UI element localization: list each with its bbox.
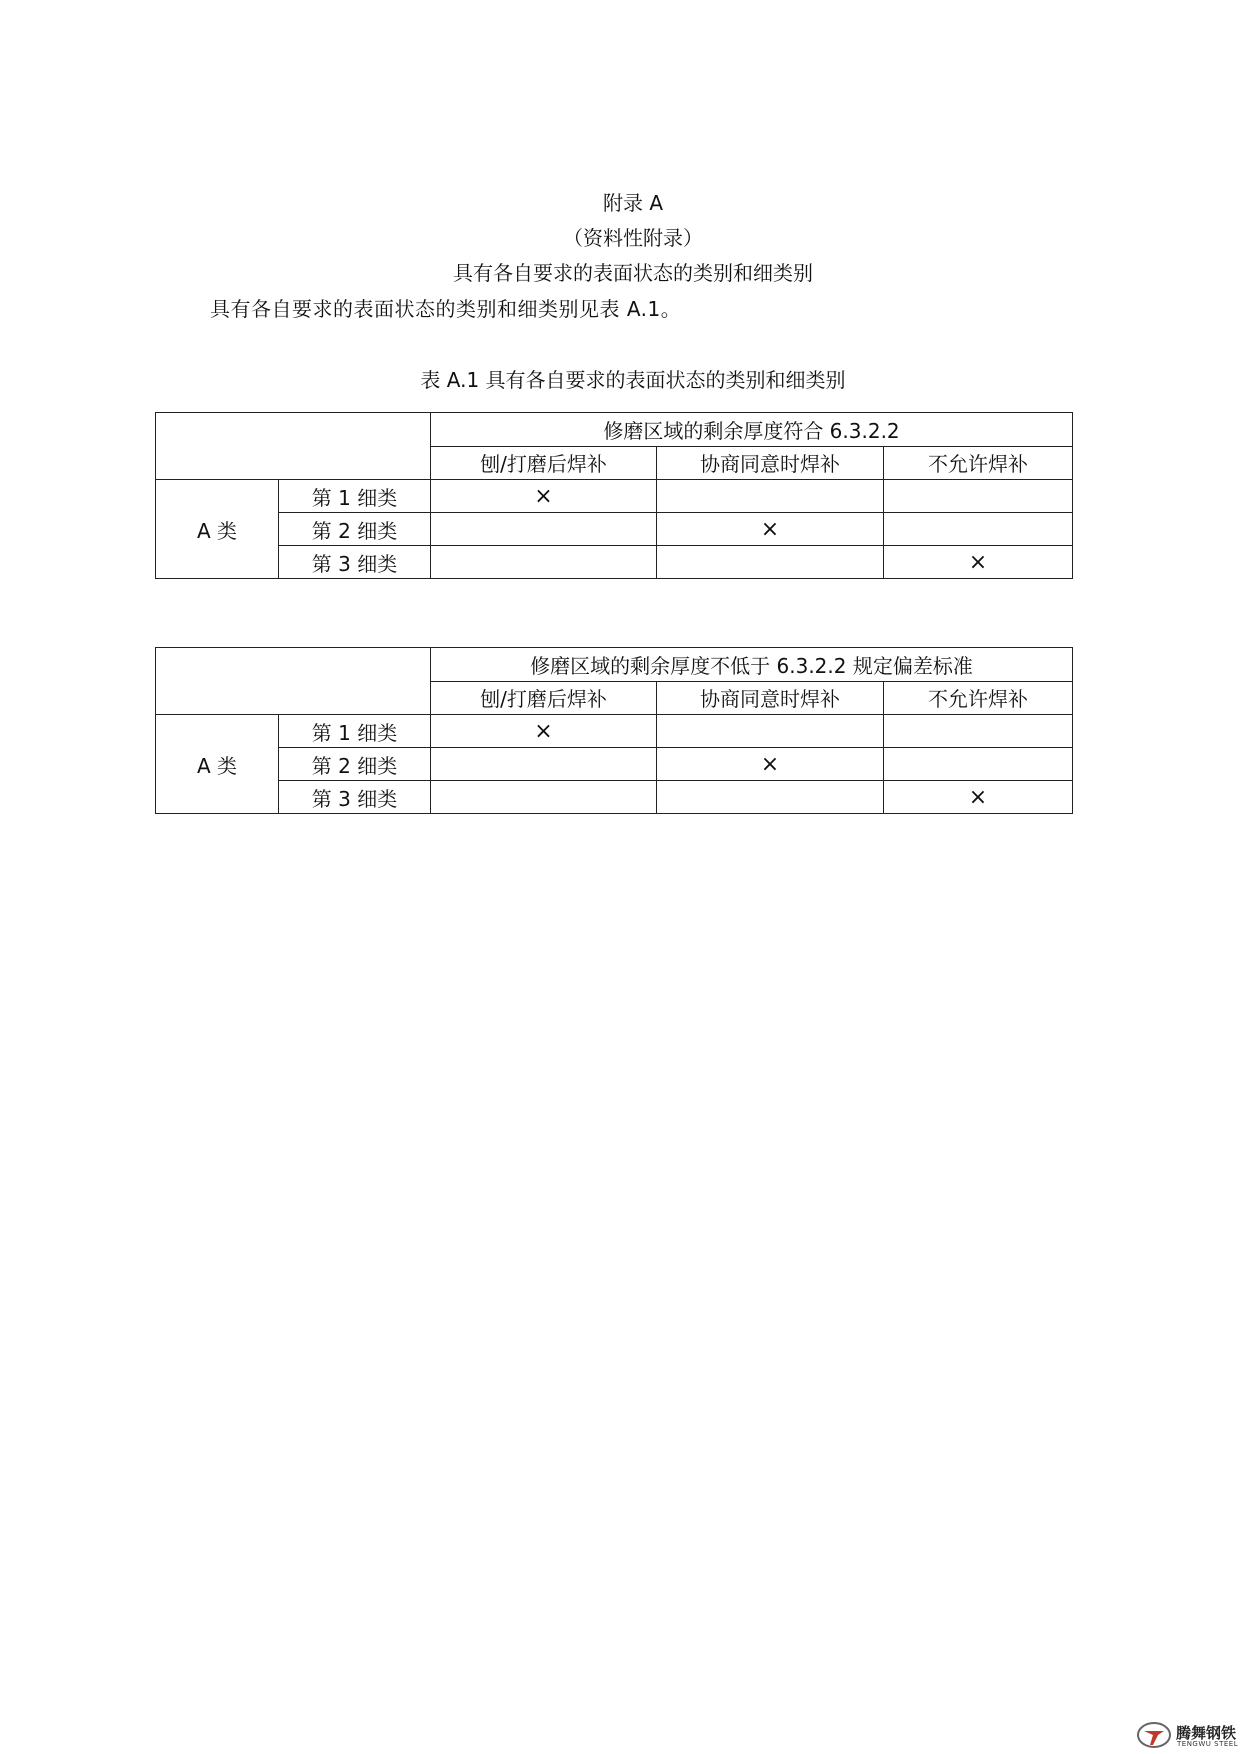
table-cell: ×: [884, 781, 1073, 814]
table-cell: [657, 480, 884, 513]
table-corner-cell: [156, 413, 431, 480]
table-row: [156, 546, 1073, 579]
table-row: [156, 513, 1073, 546]
column-header: 协商同意时焊补: [657, 446, 884, 480]
table-cell: [431, 748, 657, 781]
company-logo: [1136, 1720, 1239, 1750]
table-corner-cell: [156, 648, 431, 715]
logo-emblem-icon: [1136, 1720, 1172, 1750]
row-label: 第 3 细类: [279, 781, 431, 814]
table-cell: [884, 480, 1073, 513]
column-header: 协商同意时焊补: [657, 681, 884, 715]
table-cell: [657, 546, 884, 579]
table-cell: [431, 546, 657, 579]
classification-table-2: [155, 647, 1073, 814]
table-cell: [657, 715, 884, 748]
row-label: 第 2 细类: [279, 513, 431, 546]
category-label: A 类: [156, 480, 279, 579]
table-cell: [431, 781, 657, 814]
table-cell: [884, 715, 1073, 748]
classification-table-1: [155, 412, 1073, 579]
appendix-title: 附录 A: [602, 191, 664, 215]
category-label: A 类: [156, 715, 279, 814]
table-cell: ×: [431, 480, 657, 513]
table-cell: [884, 513, 1073, 546]
column-header: 不允许焊补: [884, 681, 1073, 715]
table-cell: [657, 781, 884, 814]
row-label: 第 1 细类: [279, 480, 431, 513]
table-cell: ×: [431, 715, 657, 748]
group-header: 修磨区域的剩余厚度不低于 6.3.2.2 规定偏差标准: [431, 648, 1073, 682]
table-cell: [431, 513, 657, 546]
logo-subtext: TENGWU STEEL: [1177, 1740, 1239, 1748]
appendix-subtitle: （资料性附录）: [563, 226, 703, 250]
column-header: 不允许焊补: [884, 446, 1073, 480]
table-cell: [884, 748, 1073, 781]
table-row: [156, 715, 1073, 748]
table-cell: ×: [657, 513, 884, 546]
section-heading: 具有各自要求的表面状态的类别和细类别: [453, 261, 813, 285]
table-cell: ×: [884, 546, 1073, 579]
logo-text: 腾舞钢铁: [1176, 1724, 1237, 1742]
table-row: [156, 781, 1073, 814]
table-cell: ×: [657, 748, 884, 781]
column-header: 刨/打磨后焊补: [431, 681, 657, 715]
row-label: 第 2 细类: [279, 748, 431, 781]
intro-paragraph: 具有各自要求的表面状态的类别和细类别见表 A.1。: [210, 297, 682, 321]
group-header: 修磨区域的剩余厚度符合 6.3.2.2: [431, 413, 1073, 447]
row-label: 第 3 细类: [279, 546, 431, 579]
table-caption: 表 A.1 具有各自要求的表面状态的类别和细类别: [420, 368, 846, 392]
table-row: [156, 480, 1073, 513]
table-row: [156, 748, 1073, 781]
column-header: 刨/打磨后焊补: [431, 446, 657, 480]
row-label: 第 1 细类: [279, 715, 431, 748]
